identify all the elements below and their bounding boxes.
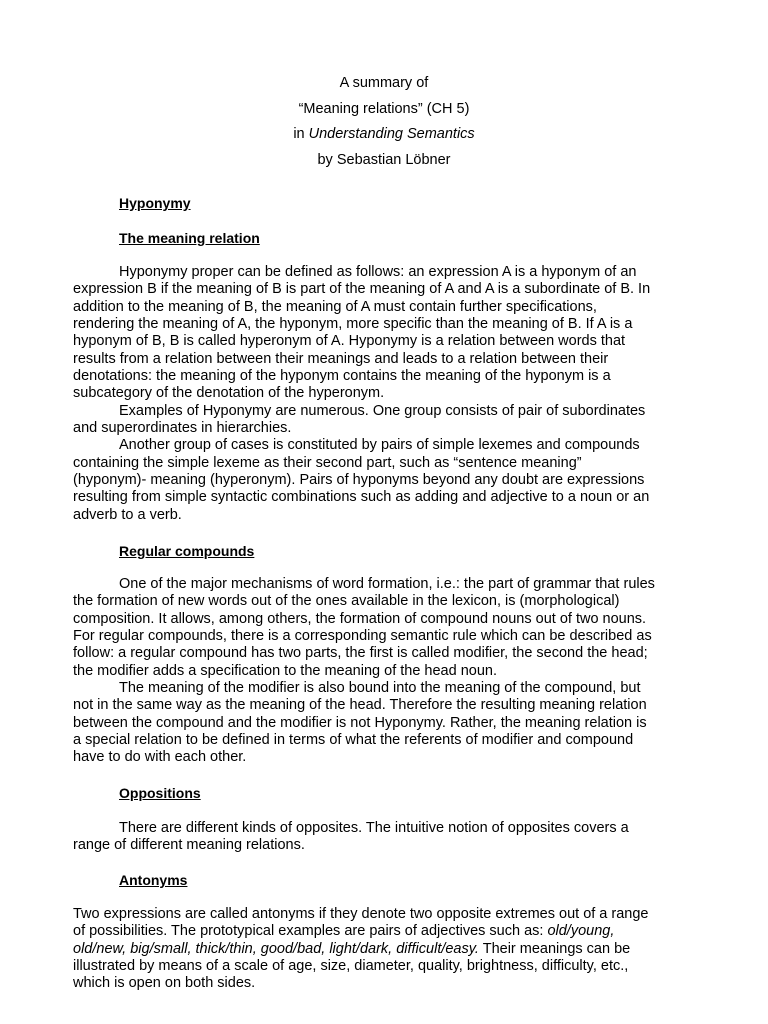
- paragraph: [73, 576, 695, 680]
- text-line: The meaning of the modifier is also bound into the meaning of the compound, but: [119, 680, 641, 697]
- text-line: [73, 941, 695, 958]
- text-line: Examples of Hyponymy are numerous. One group consists of pair of subordinates: [119, 402, 646, 419]
- text-line: denotations: the meaning of the hyponym contains the meaning of the hyponym is a: [73, 368, 611, 385]
- text-line: One of the major mechanisms of word formation, i.e.: the part of grammar that rules: [119, 576, 655, 592]
- antonyms-section-body: [73, 906, 695, 993]
- text-line: illustrated by means of a scale of age, size, diameter, quality, brightness, difficulty, etc.,: [73, 958, 629, 975]
- text-line: results from a relation between their meanings and leads to a relation between their: [73, 350, 609, 367]
- text-line: For regular compounds, there is a corresponding semantic rule which can be described as: [73, 628, 652, 645]
- title-line: “Meaning relations” (CH 5): [298, 100, 470, 117]
- text-line: (hyponym)- meaning (hyperonym). Pairs of hyponyms beyond any doubt are expressions: [73, 472, 645, 489]
- oppositions-section-body: [73, 820, 695, 855]
- book-title: Understanding Semantics: [308, 126, 475, 143]
- text-segment: of possibilities. The prototypical examples are pairs of adjectives such as:: [73, 923, 548, 940]
- text-line: Two expressions are called antonyms if they denote two opposite extremes out of a range: [73, 906, 649, 922]
- text-line: There are different kinds of opposites. The intuitive notion of opposites covers a: [119, 820, 629, 836]
- text-line: have to do with each other.: [73, 749, 247, 766]
- text-line: Another group of cases is constituted by pairs of simple lexemes and compounds: [119, 437, 640, 454]
- document-title-block: [0, 71, 768, 174]
- paragraph: [73, 437, 695, 524]
- hyponymy-section-body: [73, 264, 695, 524]
- text-line: composition. It allows, among others, the formation of compound nouns out of two nouns.: [73, 610, 647, 627]
- heading-regular-compounds: Regular compounds: [119, 543, 255, 559]
- text-line: resulting from simple syntactic combinations such as adding and adjective to a noun or an: [73, 489, 650, 506]
- text-line: the modifier adds a specification to the meaning of the head noun.: [73, 662, 498, 679]
- text-segment: Their meanings can be: [478, 940, 631, 957]
- italic-examples: old/new, big/small, thick/thin, good/bad, light/dark, difficult/easy.: [73, 940, 479, 957]
- compounds-section-body: [73, 576, 695, 767]
- title-line: A summary of: [339, 75, 429, 91]
- text-line: the formation of new words out of the ones available in the lexicon, is (morphological): [73, 593, 620, 610]
- title-line-book: [0, 122, 768, 148]
- paragraph: [73, 264, 695, 403]
- paragraph: [73, 906, 695, 993]
- text-line: [73, 923, 695, 940]
- heading-hyponymy: Hyponymy: [119, 195, 191, 211]
- title-prefix: in: [293, 126, 309, 143]
- text-line: rendering the meaning of A, the hyponym, more specific than the meaning of B. If A is a: [73, 316, 633, 333]
- text-line: containing the simple lexeme as their second part, such as “sentence meaning”: [73, 454, 582, 471]
- text-line: not in the same way as the meaning of the head. Therefore the resulting meaning relation: [73, 697, 647, 714]
- text-line: which is open on both sides.: [73, 975, 256, 992]
- heading-meaning-relation: The meaning relation: [119, 230, 260, 246]
- text-line: Hyponymy proper can be defined as follows: an expression A is a hyponym of an: [119, 264, 637, 280]
- text-line: and superordinates in hierarchies.: [73, 420, 292, 437]
- paragraph: [73, 403, 695, 438]
- author-line: by Sebastian Löbner: [317, 152, 451, 169]
- text-line: a special relation to be defined in terms of what the referents of modifier and compound: [73, 732, 634, 749]
- text-line: range of different meaning relations.: [73, 837, 305, 854]
- text-line: follow: a regular compound has two parts, the first is called modifier, the second the head;: [73, 645, 648, 662]
- heading-antonyms: Antonyms: [119, 872, 188, 888]
- italic-examples: old/young,: [547, 923, 615, 940]
- heading-oppositions: Oppositions: [119, 785, 201, 801]
- text-line: hyponym of B, B is called hyperonym of A. Hyponymy is a relation between words that: [73, 333, 626, 350]
- paragraph: [73, 680, 695, 767]
- text-line: addition to the meaning of B, the meaning of A must contain further specifications,: [73, 298, 597, 315]
- paragraph: [73, 820, 695, 855]
- text-line: between the compound and the modifier is not Hyponymy. Rather, the meaning relation is: [73, 714, 647, 731]
- text-line: expression B if the meaning of B is part of the meaning of A and A is a subordinate of B. In: [73, 281, 651, 298]
- text-line: adverb to a verb.: [73, 506, 182, 523]
- text-line: subcategory of the denotation of the hyperonym.: [73, 385, 385, 402]
